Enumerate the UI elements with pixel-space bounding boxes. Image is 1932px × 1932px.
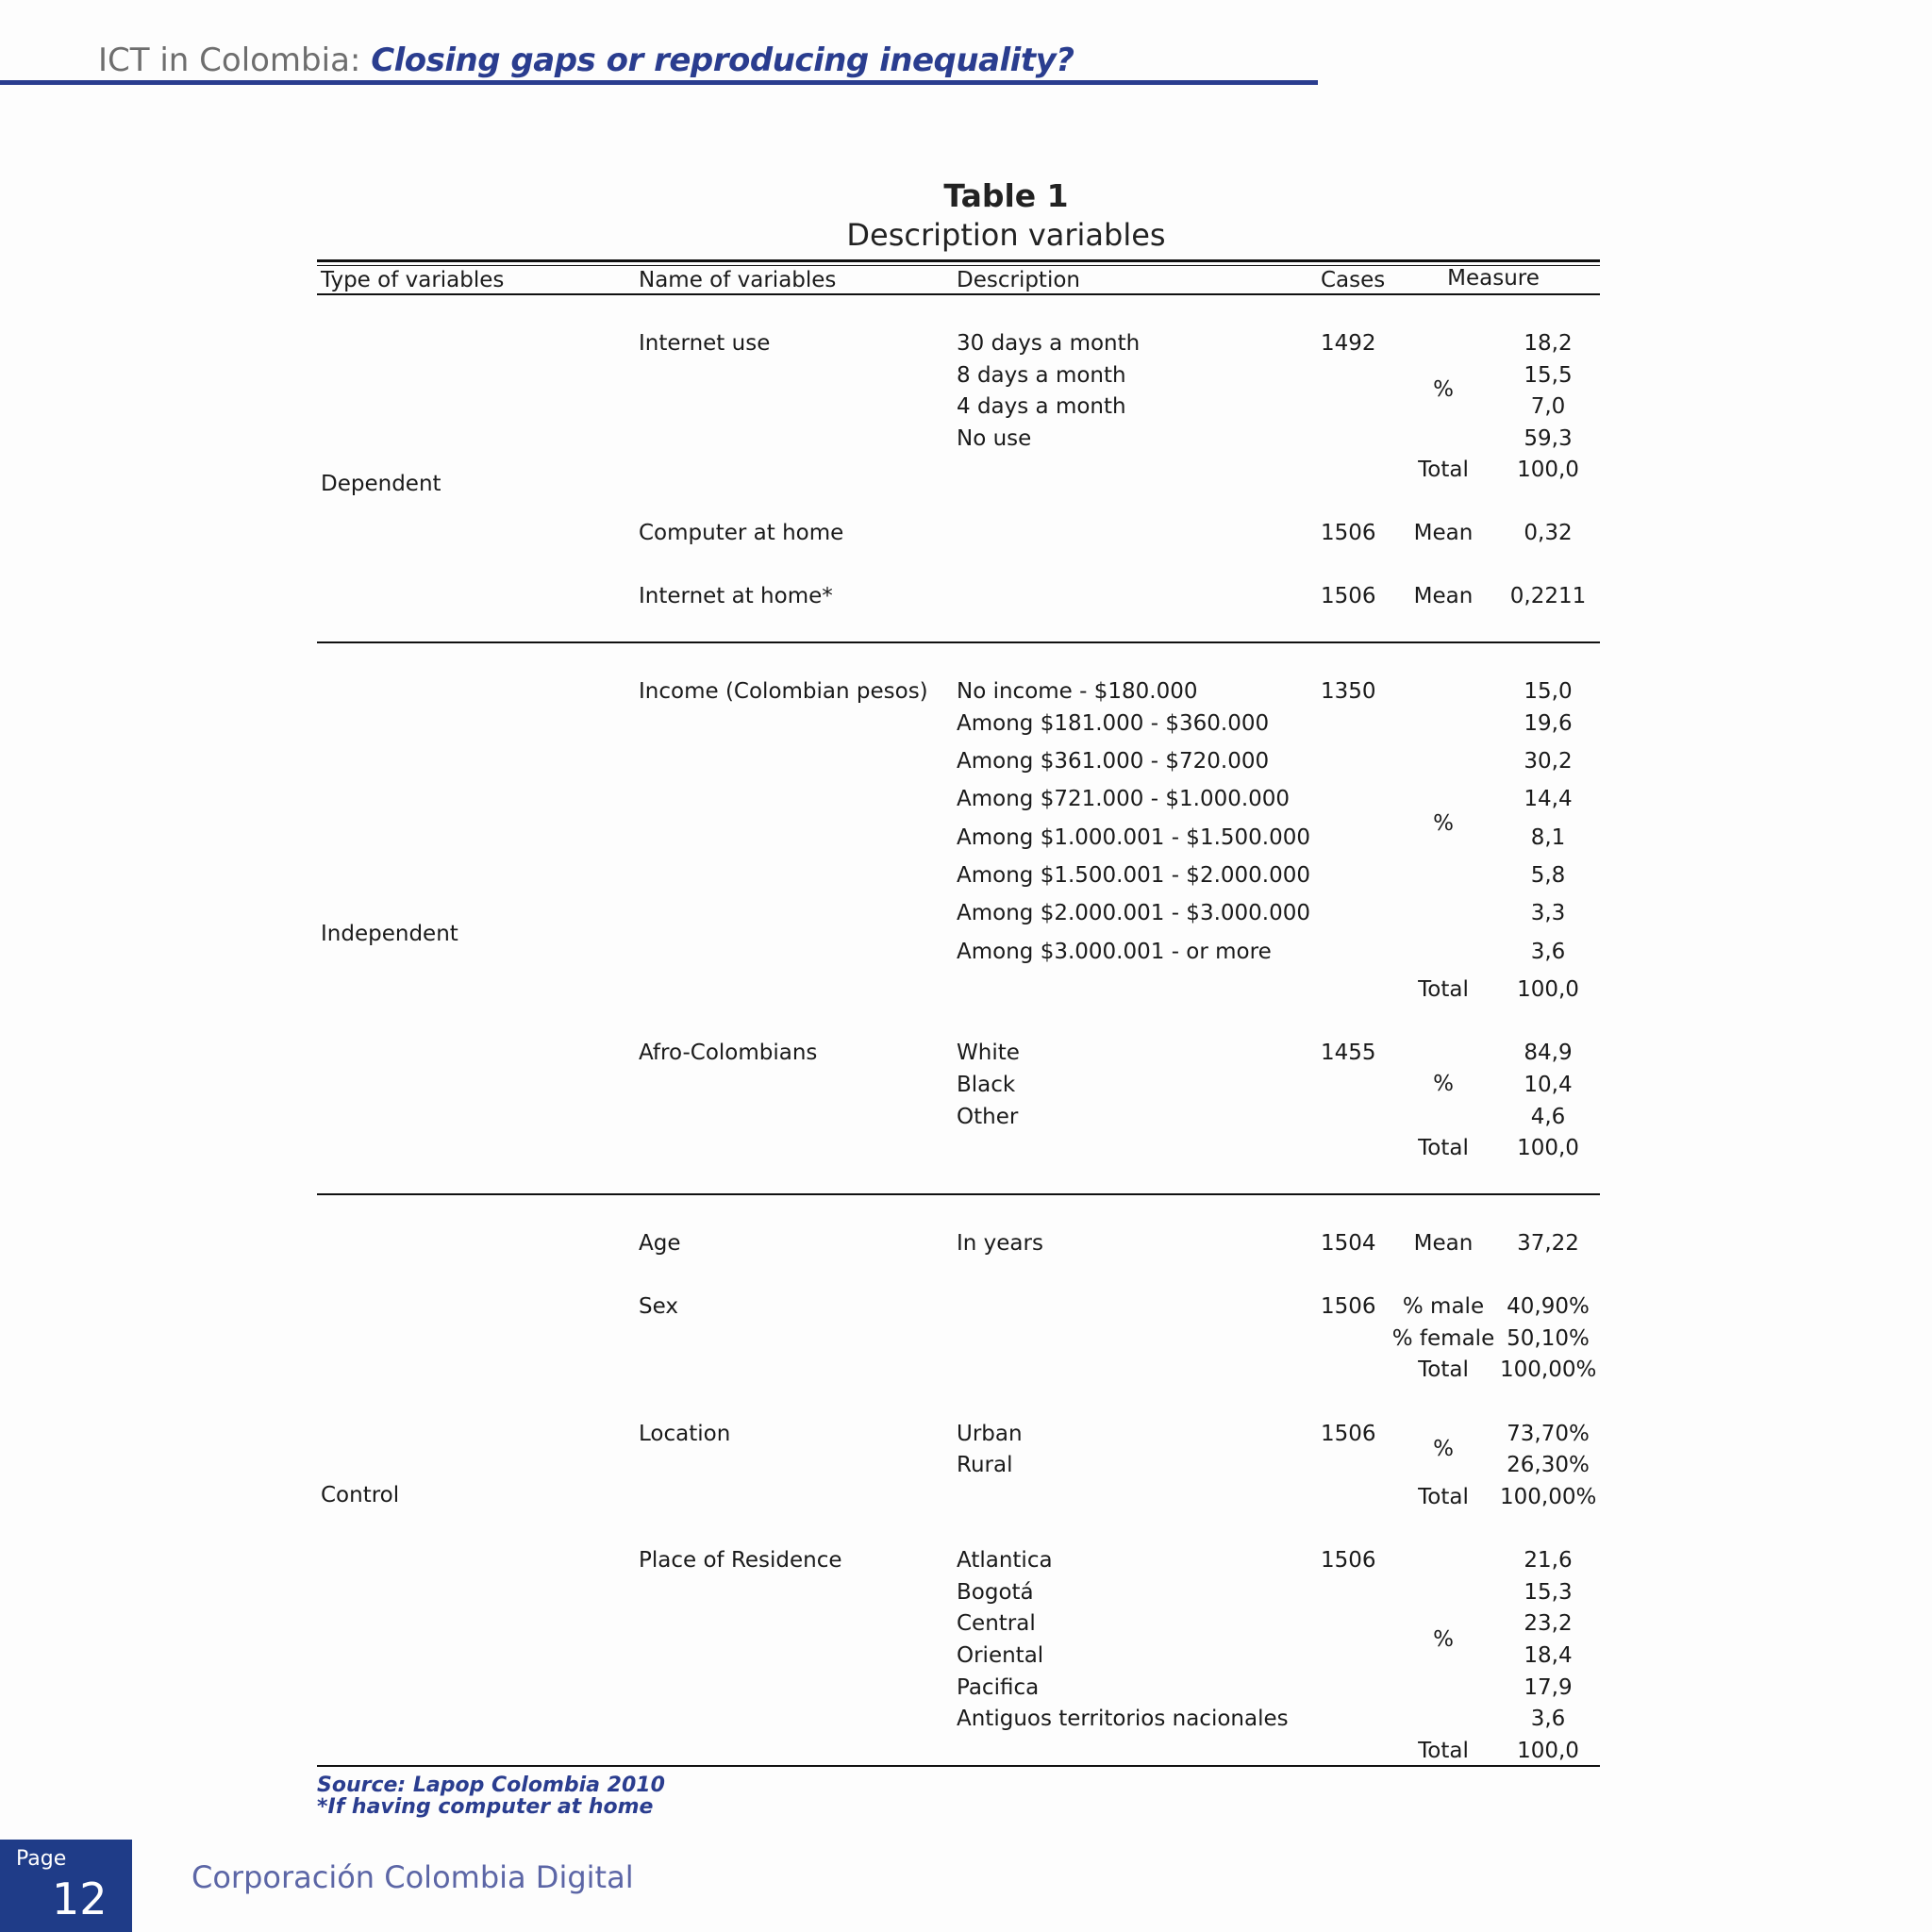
desc-row: Black <box>957 1073 1016 1097</box>
desc-row: Rural <box>957 1453 1013 1477</box>
desc-row: Antiguos territorios nacionales <box>957 1707 1289 1731</box>
group-control: Control <box>321 1483 400 1507</box>
running-header <box>98 42 1074 79</box>
header-plain: ICT in Colombia: <box>98 42 361 79</box>
desc-row: Among $181.000 - $360.000 <box>957 711 1270 736</box>
value-cell: 59,3 <box>1524 426 1573 451</box>
desc-row: White <box>957 1041 1020 1065</box>
footer-organization: Corporación Colombia Digital <box>192 1859 634 1895</box>
value-cell: 8,1 <box>1530 825 1566 850</box>
value-cell: 30,2 <box>1524 749 1573 774</box>
cases-place-of-residence: 1506 <box>1321 1548 1376 1573</box>
group-independent: Independent <box>321 922 458 946</box>
desc-row: Pacifica <box>957 1675 1040 1700</box>
value-cell: 21,6 <box>1524 1548 1573 1573</box>
measure-internet-at-home: Mean <box>1413 584 1474 608</box>
var-age: Age <box>639 1231 681 1256</box>
total-label: Total <box>1418 1136 1469 1160</box>
total-value: 100,00% <box>1500 1357 1597 1382</box>
desc-row: Urban <box>957 1422 1023 1446</box>
var-sex: Sex <box>639 1294 678 1319</box>
desc-row: Among $361.000 - $720.000 <box>957 749 1270 774</box>
var-afro-colombians: Afro-Colombians <box>639 1041 818 1065</box>
cases-income: 1350 <box>1321 679 1376 704</box>
measure-place-of-residence: % <box>1433 1627 1454 1652</box>
source-note: Source: Lapop Colombia 2010 <box>317 1774 665 1797</box>
var-internet-use: Internet use <box>639 331 771 356</box>
measure-sex-male: % male <box>1402 1294 1485 1319</box>
total-label: Total <box>1418 1739 1469 1763</box>
desc-row: Bogotá <box>957 1580 1034 1605</box>
header-measure: Measure <box>1447 266 1540 291</box>
table-top-rule <box>317 259 1600 262</box>
var-computer-at-home: Computer at home <box>639 521 844 545</box>
total-value: 100,0 <box>1517 977 1579 1002</box>
total-label: Total <box>1418 977 1469 1002</box>
desc-row: No income - $180.000 <box>957 679 1198 704</box>
page-label: Page <box>16 1847 67 1871</box>
cases-internet-at-home: 1506 <box>1321 584 1376 608</box>
desc-row: No use <box>957 426 1032 451</box>
measure-location: % <box>1433 1437 1454 1461</box>
value-internet-at-home: 0,2211 <box>1509 584 1587 608</box>
value-cell: 10,4 <box>1524 1073 1573 1097</box>
value-cell: 17,9 <box>1524 1675 1573 1700</box>
measure-sex-female: % female <box>1391 1326 1495 1351</box>
measure-age: Mean <box>1413 1231 1474 1256</box>
value-computer-at-home: 0,32 <box>1524 521 1573 545</box>
value-cell: 3,6 <box>1530 1707 1566 1731</box>
desc-row: 30 days a month <box>957 331 1141 356</box>
table-top-rule-thin <box>317 265 1600 266</box>
value-cell: 19,6 <box>1524 711 1573 736</box>
value-cell: 15,5 <box>1524 363 1573 388</box>
value-cell: 50,10% <box>1507 1326 1590 1351</box>
table-subtitle: Description variables <box>846 217 1166 253</box>
value-cell: 73,70% <box>1507 1422 1590 1446</box>
footnote: *If having computer at home <box>317 1795 654 1819</box>
total-value: 100,0 <box>1517 458 1579 482</box>
desc-row: Other <box>957 1105 1019 1129</box>
var-location: Location <box>639 1422 731 1446</box>
header-emphasis: Closing gaps or reproducing inequality? <box>371 42 1074 79</box>
desc-row: Among $1.500.001 - $2.000.000 <box>957 863 1310 888</box>
value-cell: 40,90% <box>1507 1294 1590 1319</box>
desc-row: Among $3.000.001 - or more <box>957 940 1272 964</box>
desc-row: 8 days a month <box>957 363 1126 388</box>
value-cell: 18,4 <box>1524 1643 1573 1668</box>
measure-income: % <box>1433 811 1454 836</box>
section-divider <box>317 1193 1600 1195</box>
value-cell: 3,6 <box>1530 940 1566 964</box>
cases-afro-colombians: 1455 <box>1321 1041 1376 1065</box>
desc-row: Central <box>957 1611 1036 1636</box>
total-label: Total <box>1418 1357 1469 1382</box>
value-cell: 84,9 <box>1524 1041 1573 1065</box>
value-age: 37,22 <box>1517 1231 1579 1256</box>
desc-row: 4 days a month <box>957 394 1126 419</box>
value-cell: 18,2 <box>1524 331 1573 356</box>
header-type-of-variables: Type of variables <box>321 268 505 292</box>
desc-row: Atlantica <box>957 1548 1053 1573</box>
var-internet-at-home: Internet at home* <box>639 584 833 608</box>
desc-row: Among $721.000 - $1.000.000 <box>957 787 1291 811</box>
table-bottom-rule <box>317 1765 1600 1767</box>
page-number-box <box>0 1840 132 1932</box>
cases-computer-at-home: 1506 <box>1321 521 1376 545</box>
header-description: Description <box>957 268 1080 292</box>
cases-age: 1504 <box>1321 1231 1376 1256</box>
desc-row: Oriental <box>957 1643 1044 1668</box>
value-cell: 15,0 <box>1524 679 1573 704</box>
total-value: 100,0 <box>1517 1739 1579 1763</box>
value-cell: 4,6 <box>1530 1105 1566 1129</box>
total-label: Total <box>1418 1485 1469 1509</box>
desc-row: Among $1.000.001 - $1.500.000 <box>957 825 1310 850</box>
page-number: 12 <box>52 1874 108 1924</box>
var-income: Income (Colombian pesos) <box>639 679 928 704</box>
value-cell: 14,4 <box>1524 787 1573 811</box>
desc-row: Among $2.000.001 - $3.000.000 <box>957 901 1310 925</box>
group-dependent: Dependent <box>321 472 441 496</box>
var-place-of-residence: Place of Residence <box>639 1548 842 1573</box>
value-cell: 15,3 <box>1524 1580 1573 1605</box>
header-cases: Cases <box>1321 268 1386 292</box>
value-cell: 26,30% <box>1507 1453 1590 1477</box>
total-value: 100,0 <box>1517 1136 1579 1160</box>
cases-sex: 1506 <box>1321 1294 1376 1319</box>
section-divider <box>317 641 1600 643</box>
desc-age: In years <box>957 1231 1043 1256</box>
cases-internet-use: 1492 <box>1321 331 1376 356</box>
total-value: 100,00% <box>1500 1485 1597 1509</box>
header-bottom-rule <box>317 293 1600 295</box>
cases-location: 1506 <box>1321 1422 1376 1446</box>
measure-computer-at-home: Mean <box>1413 521 1474 545</box>
value-cell: 5,8 <box>1530 863 1566 888</box>
header-rule <box>0 80 1318 85</box>
value-cell: 3,3 <box>1530 901 1566 925</box>
value-cell: 7,0 <box>1530 394 1566 419</box>
header-name-of-variables: Name of variables <box>639 268 837 292</box>
measure-internet-use: % <box>1433 377 1454 402</box>
value-cell: 23,2 <box>1524 1611 1573 1636</box>
total-label: Total <box>1418 458 1469 482</box>
table-title: Table 1 <box>943 177 1069 214</box>
measure-afro-colombians: % <box>1433 1072 1454 1096</box>
